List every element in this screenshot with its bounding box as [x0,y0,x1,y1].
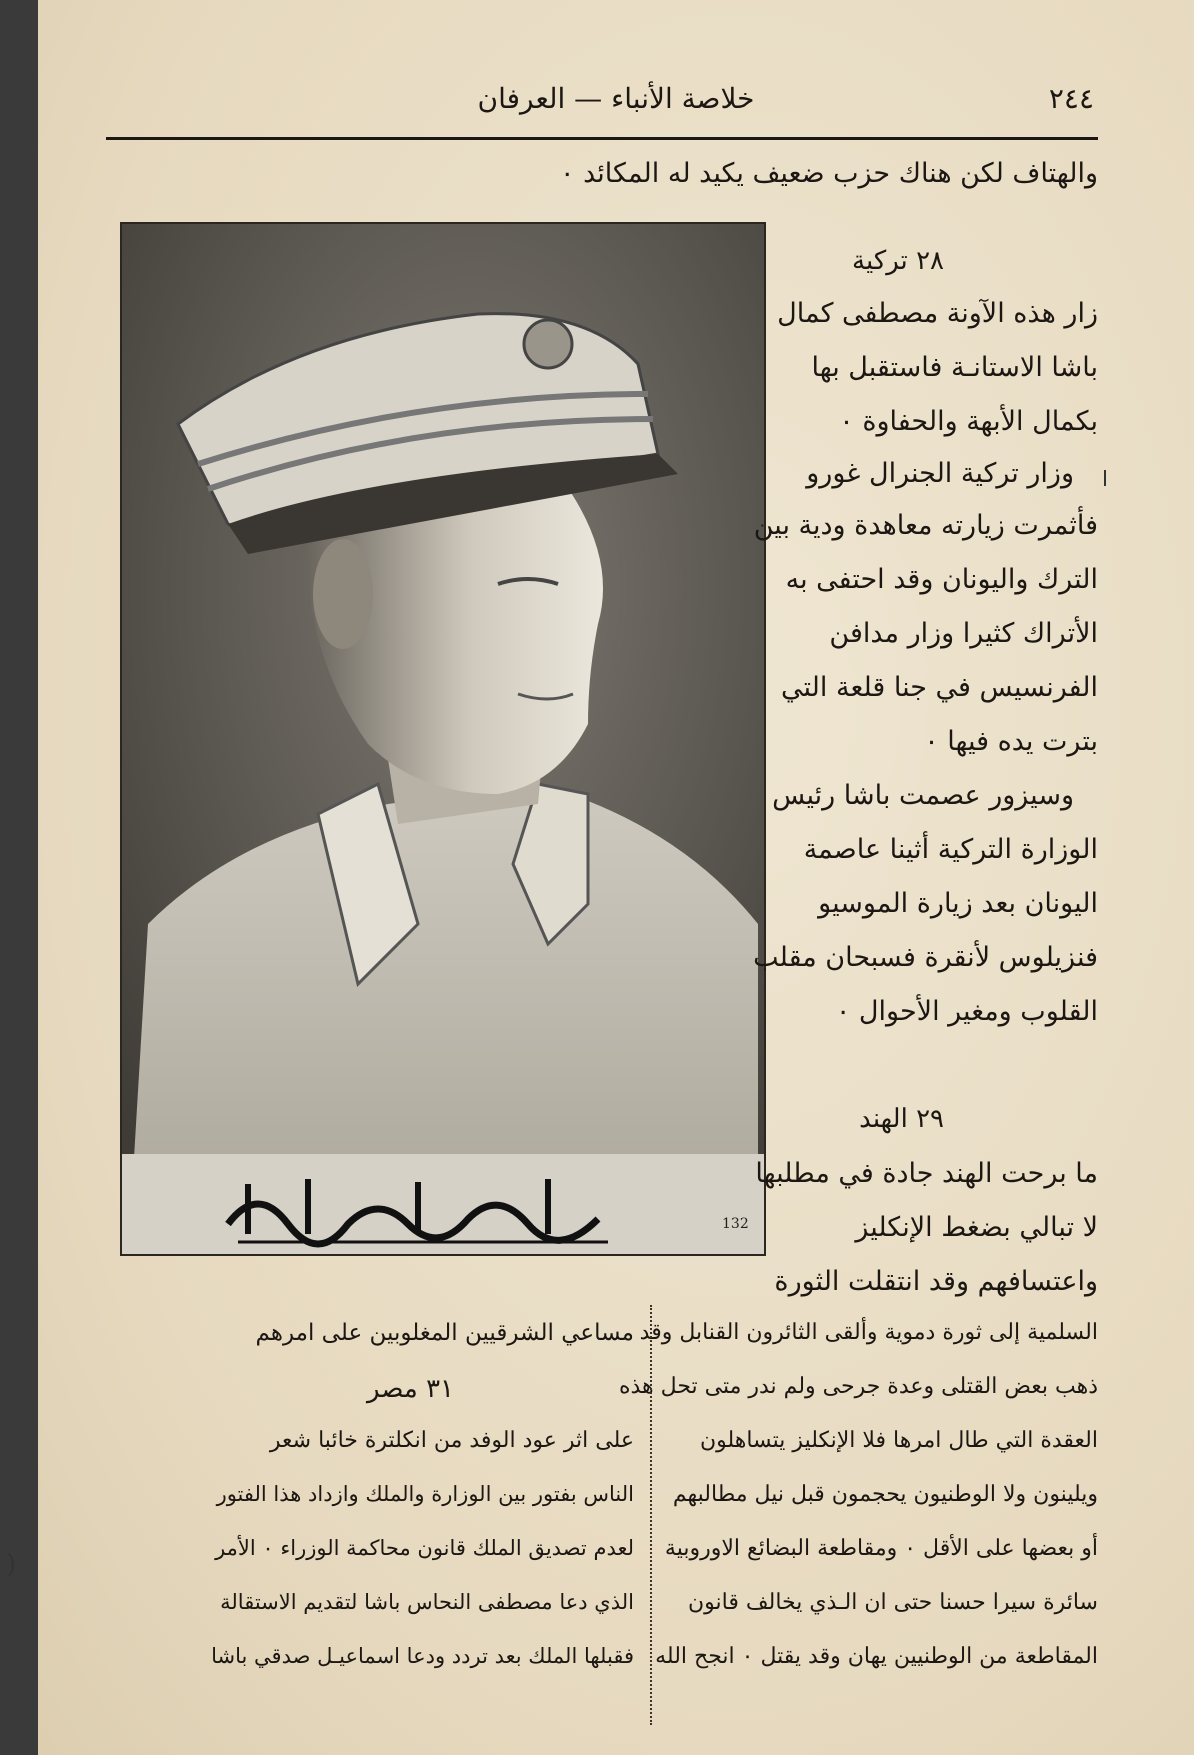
egypt-line: لعدم تصديق الملك قانون محاكمة الوزراء ٠ الأمر [215,1536,634,1560]
portrait-photo [120,222,766,1256]
document-page [38,0,1194,1755]
column-divider [650,1305,652,1725]
turkey-line: فنزيلوس لأنقرة فسبحان مقلب [753,942,1098,973]
india-line: ذهب بعض القتلى وعدة جرحى ولم ندر متى تحل هذه [618,1374,1098,1399]
egypt-line: على اثر عود الوفد من انكلترة خائبا شعر [269,1428,634,1453]
header-rule [106,137,1098,140]
margin-bracket-mark: ( [6,1550,17,1580]
india-line: ما برحت الهند جادة في مطلبها [755,1158,1098,1189]
turkey-line: القلوب ومغير الأحوال ٠ [835,996,1098,1027]
india-line: أو بعضها على الأقل ٠ ومقاطعة البضائع الاوروبية [664,1536,1098,1561]
turkey-line: الأتراك كثيرا وزار مدافن [829,618,1098,649]
portrait-caption [218,1164,618,1254]
turkey-line: وزار تركية الجنرال غورو [806,458,1074,489]
running-head [38,82,1194,122]
egypt-line: فقبلها الملك بعد تردد ودعا اسماعيـل صدقي باشا [211,1644,634,1668]
india-line: لا تبالي بضغط الإنكليز [855,1212,1098,1243]
india-line: المقاطعة من الوطنيين يهان وقد يقتل ٠ انجح الله [655,1644,1098,1669]
turkey-line: زار هذه الآونة مصطفى كمال [777,298,1098,329]
turkey-line: فأثمرت زيارته معاهدة ودية بين [753,510,1098,541]
turkey-heading: ٢٨ تركية [852,246,944,276]
india-line: السلمية إلى ثورة دموية وألقى الثائرون القنابل وقد [639,1320,1098,1345]
page-number: ٢٤٤ [1048,82,1094,115]
portrait-illustration [120,224,764,1256]
turkey-line: وسيزور عصمت باشا رئيس [772,780,1074,811]
calligraphy-caption [218,1164,618,1254]
india-line: سائرة سيرا حسنا حتى ان الـذي يخالف قانون [687,1590,1098,1615]
turkey-line: اليونان بعد زيارة الموسيو [818,888,1098,919]
turkey-line: باشا الاستانـة فاستقبل بها [811,352,1098,383]
egypt-heading: ٣١ مصر [366,1374,454,1404]
turkey-line: الوزارة التركية أثينا عاصمة [803,834,1098,865]
india-heading: ٢٩ الهند [859,1104,944,1134]
margin-tick [1104,470,1106,486]
turkey-line: الترك واليونان وقد احتفى به [785,564,1098,595]
header-title: خلاصة الأنباء — العرفان [477,82,755,115]
india-line: ويلينون ولا الوطنيون يحجمون قبل نيل مطالبهم [672,1482,1098,1507]
egypt-intro: مساعي الشرقيين المغلوبين على امرهم [255,1320,634,1346]
plate-number: 132 [722,1216,749,1232]
turkey-line: الفرنسيس في جنا قلعة التي [781,672,1098,703]
top-line: والهتاف لكن هناك حزب ضعيف يكيد له المكائد ٠ [560,158,1098,189]
turkey-line: بكمال الأبهة والحفاوة ٠ [839,406,1098,437]
turkey-line: بترت يده فيها ٠ [924,726,1098,757]
india-line: واعتسافهم وقد انتقلت الثورة [774,1266,1098,1297]
egypt-line: الذي دعا مصطفى النحاس باشا لتقديم الاستقالة [220,1590,634,1614]
india-line: العقدة التي طال امرها فلا الإنكليز يتساهلون [699,1428,1098,1453]
egypt-line: الناس بفتور بين الوزارة والملك وازداد هذا الفتور [216,1482,634,1506]
